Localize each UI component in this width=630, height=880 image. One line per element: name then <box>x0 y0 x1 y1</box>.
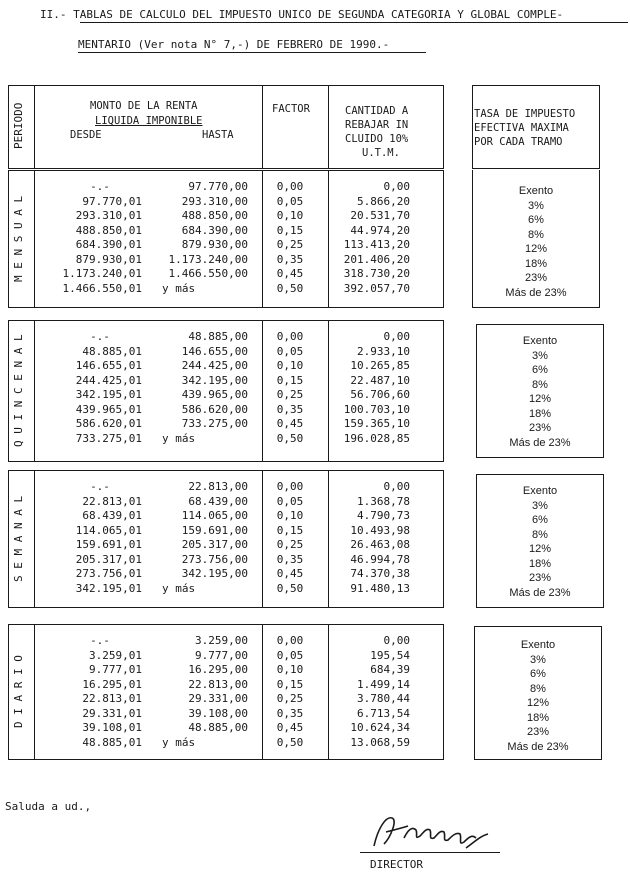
cell-desde: 159.691,01 <box>75 538 142 551</box>
cell-rebajar: 0,00 <box>383 634 410 647</box>
signature-line <box>360 852 500 853</box>
header-periodo: PERIODO <box>12 102 25 150</box>
cell-factor: 0,05 <box>276 648 304 662</box>
cell-desde: 733.275,01 <box>75 431 142 445</box>
tax-rate: 3% <box>532 499 548 512</box>
cell-desde: 146.655,01 <box>75 359 142 372</box>
cell-factor: 0,50 <box>276 581 304 595</box>
table-row <box>0 417 470 431</box>
cell-desde: 22.813,01 <box>82 494 142 508</box>
tax-rate: 23% <box>528 422 552 434</box>
tax-rate: 6% <box>532 514 548 526</box>
cell-hasta: 342.195,00 <box>181 373 248 387</box>
cell-desde: 244.425,01 <box>75 373 142 387</box>
cell-factor: 0,15 <box>276 373 304 387</box>
cell-factor: 0,25 <box>276 388 304 401</box>
cell-rebajar: 100.703,10 <box>343 402 410 416</box>
cell-factor: 0,00 <box>276 634 304 647</box>
section-period-label: Q U I N C E N A L <box>12 334 25 448</box>
cell-rebajar: 20.531,70 <box>350 209 410 222</box>
cell-rebajar: 201.406,20 <box>343 252 410 266</box>
cell-rebajar: 0,00 <box>383 180 410 193</box>
tax-rate: Exento <box>522 335 558 347</box>
cell-rebajar: 195,54 <box>370 648 410 662</box>
cell-hasta: y más <box>162 431 196 445</box>
tax-rate: 12% <box>528 543 552 555</box>
document-title-line-1 <box>40 8 563 21</box>
cell-hasta: 3.259,00 <box>195 634 248 647</box>
table-row <box>0 180 470 194</box>
cell-hasta: 293.310,00 <box>181 194 248 208</box>
document-title-line-2 <box>78 38 389 51</box>
cell-hasta: y más <box>162 281 196 295</box>
cell-hasta: 159.691,00 <box>181 523 248 537</box>
cell-factor: 0,50 <box>276 431 304 445</box>
cell-desde: 9.777,01 <box>89 663 142 676</box>
cell-desde: 342.195,01 <box>75 581 142 595</box>
cell-rebajar: 684,39 <box>370 663 410 676</box>
table-row <box>0 253 470 267</box>
cell-rebajar: 1.499,14 <box>357 677 410 691</box>
cell-hasta: 439.965,00 <box>181 388 248 401</box>
cell-hasta: 114.065,00 <box>181 509 248 522</box>
header-divider-factor <box>262 85 263 169</box>
tax-rate: 23% <box>526 726 550 738</box>
table-row <box>0 538 470 552</box>
director-signature <box>368 808 498 854</box>
table-row <box>0 480 470 494</box>
header-hasta: HASTA <box>202 129 234 141</box>
tax-rate: 23% <box>524 272 548 284</box>
section-period-label: S E M A N A L <box>12 495 25 583</box>
tax-rate: Exento <box>518 185 554 197</box>
cell-hasta: 586.620,00 <box>181 402 248 416</box>
table-row <box>0 524 470 538</box>
director-title: DIRECTOR <box>370 858 423 871</box>
table-row <box>0 224 470 238</box>
cell-desde: 97.770,01 <box>82 194 142 208</box>
cell-desde: -.- <box>90 634 110 647</box>
cell-factor: 0,45 <box>276 721 304 734</box>
cell-hasta: 146.655,00 <box>181 344 248 358</box>
table-row <box>0 238 470 252</box>
cell-desde: 293.310,01 <box>75 209 142 222</box>
header-tasa-3: POR CADA TRAMO <box>474 136 563 148</box>
table-row <box>0 567 470 581</box>
cell-hasta: 22.813,00 <box>188 480 248 493</box>
table-row <box>0 282 470 296</box>
header-cantidad-2: REBAJAR IN <box>345 119 409 131</box>
cell-desde: 68.439,01 <box>82 509 142 522</box>
cell-desde: 3.259,01 <box>89 648 142 662</box>
table-row <box>0 634 470 648</box>
cell-rebajar: 0,00 <box>383 330 410 343</box>
cell-rebajar: 392.057,70 <box>343 281 410 295</box>
tax-rate: 6% <box>532 364 548 376</box>
title-underline-2 <box>78 52 426 53</box>
tax-rate: 18% <box>528 557 552 570</box>
header-tasa-2: EFECTIVA MAXIMA <box>474 122 569 134</box>
cell-factor: 0,00 <box>276 480 304 493</box>
cell-hasta: 9.777,00 <box>195 648 248 662</box>
tax-rate: Más de 23% <box>507 740 569 753</box>
cell-hasta: 29.331,00 <box>188 692 248 705</box>
header-monto-2: LIQUIDA IMPONIBLE <box>95 115 203 127</box>
cell-hasta: 273.756,00 <box>181 552 248 566</box>
cell-hasta: 342.195,00 <box>181 567 248 580</box>
section-period-label: M E N S U A L <box>12 195 25 283</box>
cell-factor: 0,05 <box>276 494 304 508</box>
cell-desde: 488.850,01 <box>75 223 142 237</box>
cell-rebajar: 10.624,34 <box>350 721 410 734</box>
cell-factor: 0,35 <box>276 552 304 566</box>
header-cantidad-3: CLUIDO 10% <box>345 133 409 145</box>
table-row <box>0 403 470 417</box>
tax-rate: 18% <box>526 711 550 724</box>
cell-factor: 0,15 <box>276 223 304 237</box>
table-row <box>0 359 470 373</box>
tax-rate: 3% <box>532 349 548 362</box>
cell-desde: 48.885,01 <box>82 344 142 358</box>
tax-rate: 12% <box>524 243 548 255</box>
tax-rate: 12% <box>526 697 550 709</box>
table-row <box>0 388 470 402</box>
table-row <box>0 345 470 359</box>
table-row <box>0 721 470 735</box>
cell-desde: -.- <box>90 330 110 343</box>
tax-rate: Más de 23% <box>505 286 567 299</box>
cell-desde: 48.885,01 <box>82 735 142 749</box>
table-row <box>0 582 470 596</box>
cell-factor: 0,15 <box>276 677 304 691</box>
tax-rate: Exento <box>522 485 558 497</box>
cell-rebajar: 46.994,78 <box>350 552 410 566</box>
cell-factor: 0,35 <box>276 252 304 266</box>
cell-rebajar: 26.463,08 <box>350 538 410 551</box>
tax-rate: 12% <box>528 393 552 405</box>
header-factor: FACTOR <box>272 103 310 115</box>
cell-factor: 0,45 <box>276 417 304 430</box>
cell-desde: -.- <box>90 480 110 493</box>
header-tasa-1: TASA DE IMPUESTO <box>474 108 576 120</box>
tax-rate: Más de 23% <box>509 436 571 449</box>
cell-factor: 0,35 <box>276 706 304 720</box>
cell-factor: 0,25 <box>276 538 304 551</box>
header-desde: DESDE <box>70 129 102 141</box>
tax-rate: 23% <box>528 572 552 584</box>
cell-desde: 29.331,01 <box>82 706 142 720</box>
table-row <box>0 707 470 721</box>
cell-hasta: 684.390,00 <box>181 223 248 237</box>
cell-factor: 0,45 <box>276 567 304 580</box>
section-tasa-bottom <box>472 307 600 308</box>
cell-hasta: 39.108,00 <box>188 706 248 720</box>
cell-rebajar: 6.713,54 <box>357 706 410 720</box>
cell-rebajar: 5.866,20 <box>357 194 410 208</box>
tax-rate: Exento <box>520 639 556 651</box>
cell-rebajar: 91.480,13 <box>350 581 410 595</box>
cell-rebajar: 196.028,85 <box>343 431 410 445</box>
cell-rebajar: 113.413,20 <box>343 238 410 251</box>
title-text-1: II.- TABLAS DE CALCULO DEL IMPUESTO UNICO DE SEGUNDA CATEGORIA Y GLOBAL COMPLE- <box>40 8 564 21</box>
tax-rate: 8% <box>528 228 544 241</box>
cell-hasta: 97.770,00 <box>188 180 248 193</box>
cell-desde: 273.756,01 <box>75 567 142 580</box>
cell-desde: 114.065,01 <box>75 523 142 537</box>
cell-factor: 0,10 <box>276 663 304 676</box>
cell-rebajar: 3.780,44 <box>357 692 410 705</box>
cell-factor: 0,50 <box>276 281 304 295</box>
table-row <box>0 509 470 523</box>
table-row <box>0 495 470 509</box>
table-row <box>0 267 470 281</box>
cell-hasta: y más <box>162 581 196 595</box>
tax-rate: 18% <box>524 257 548 270</box>
cell-rebajar: 10.493,98 <box>350 523 410 537</box>
cell-rebajar: 318.730,20 <box>343 267 410 280</box>
table-row <box>0 736 470 750</box>
cell-desde: 439.965,01 <box>75 402 142 416</box>
tax-rate: Más de 23% <box>509 586 571 599</box>
title-text-2: MENTARIO (Ver nota N° 7,-) DE FEBRERO DE 1990.- <box>78 38 390 51</box>
cell-factor: 0,05 <box>276 344 304 358</box>
tax-rate: 6% <box>530 668 546 680</box>
cell-factor: 0,35 <box>276 402 304 416</box>
cell-factor: 0,45 <box>276 267 304 280</box>
table-row <box>0 374 470 388</box>
cell-desde: 342.195,01 <box>75 388 142 401</box>
cell-hasta: 205.317,00 <box>181 538 248 551</box>
cell-hasta: 48.885,00 <box>188 330 248 343</box>
cell-rebajar: 0,00 <box>383 480 410 493</box>
table-row <box>0 649 470 663</box>
cell-factor: 0,25 <box>276 238 304 251</box>
table-row <box>0 692 470 706</box>
tax-rate: 3% <box>528 199 544 212</box>
header-cantidad-4: U.T.M. <box>362 147 400 159</box>
cell-desde: 684.390,01 <box>75 238 142 251</box>
cell-hasta: 48.885,00 <box>188 721 248 734</box>
tax-rate: 6% <box>528 214 544 226</box>
header-divider-periodo <box>34 85 35 169</box>
tax-rate: 8% <box>530 682 546 695</box>
title-underline-1 <box>80 22 628 23</box>
cell-factor: 0,05 <box>276 194 304 208</box>
cell-factor: 0,10 <box>276 509 304 522</box>
cell-factor: 0,25 <box>276 692 304 705</box>
cell-factor: 0,00 <box>276 180 304 193</box>
cell-hasta: 1.173.240,00 <box>168 252 248 266</box>
table-row <box>0 432 470 446</box>
cell-factor: 0,00 <box>276 330 304 343</box>
cell-rebajar: 4.790,73 <box>357 509 410 522</box>
cell-rebajar: 22.487,10 <box>350 373 410 387</box>
cell-rebajar: 74.370,38 <box>350 567 410 580</box>
cell-desde: 205.317,01 <box>75 552 142 566</box>
tax-rate: 3% <box>530 653 546 666</box>
table-row <box>0 663 470 677</box>
cell-rebajar: 56.706,60 <box>350 388 410 401</box>
cell-hasta: 68.439,00 <box>188 494 248 508</box>
cell-desde: 22.813,01 <box>82 692 142 705</box>
cell-rebajar: 159.365,10 <box>343 417 410 430</box>
section-period-label: D I A R I O <box>12 655 25 729</box>
table-row <box>0 209 470 223</box>
cell-rebajar: 10.265,85 <box>350 359 410 372</box>
header-cantidad-1: CANTIDAD A <box>345 105 409 117</box>
cell-rebajar: 13.068,59 <box>350 735 410 749</box>
header-monto-1: MONTO DE LA RENTA <box>90 100 198 112</box>
cell-factor: 0,15 <box>276 523 304 537</box>
cell-factor: 0,10 <box>276 209 304 222</box>
cell-hasta: 488.850,00 <box>181 209 248 222</box>
header-divider-cantidad <box>328 85 329 169</box>
cell-desde: 1.466.550,01 <box>62 281 142 295</box>
table-row <box>0 553 470 567</box>
tax-rate: 8% <box>532 528 548 541</box>
cell-desde: 879.930,01 <box>75 252 142 266</box>
cell-factor: 0,10 <box>276 359 304 372</box>
cell-hasta: 16.295,00 <box>188 663 248 676</box>
cell-hasta: 22.813,00 <box>188 677 248 691</box>
cell-hasta: 733.275,00 <box>181 417 248 430</box>
cell-hasta: 244.425,00 <box>181 359 248 372</box>
tax-rate: 18% <box>528 407 552 420</box>
cell-desde: 39.108,01 <box>82 721 142 734</box>
cell-rebajar: 44.974,20 <box>350 223 410 237</box>
table-row <box>0 330 470 344</box>
cell-desde: 586.620,01 <box>75 417 142 430</box>
closing-salutation: Saluda a ud., <box>5 800 92 813</box>
tax-rate: 8% <box>532 378 548 391</box>
cell-rebajar: 1.368,78 <box>357 494 410 508</box>
cell-rebajar: 2.933,10 <box>357 344 410 358</box>
table-row <box>0 195 470 209</box>
cell-factor: 0,50 <box>276 735 304 749</box>
cell-hasta: 1.466.550,00 <box>168 267 248 280</box>
cell-hasta: y más <box>162 735 196 749</box>
cell-desde: 16.295,01 <box>82 677 142 691</box>
table-row <box>0 678 470 692</box>
cell-desde: -.- <box>90 180 110 193</box>
cell-hasta: 879.930,00 <box>181 238 248 251</box>
cell-desde: 1.173.240,01 <box>62 267 142 280</box>
